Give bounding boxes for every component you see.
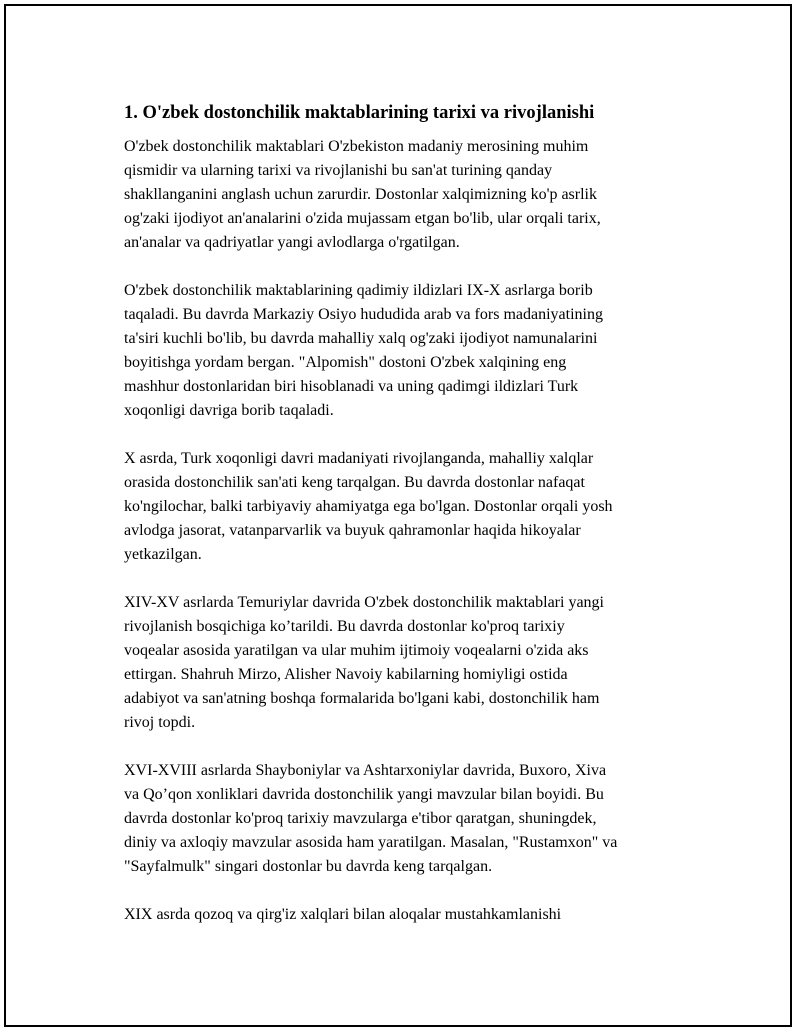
text-line: taqaladi. Bu davrda Markaziy Osiyo hududida arab va fors madaniyatining bbox=[124, 306, 603, 323]
text-line: davrda dostonlar ko'proq tarixiy mavzularga e'tibor qaratgan, shuningdek, bbox=[124, 810, 597, 827]
text-line: boyitishga yordam bergan. "Alpomish" dostoni O'zbek xalqining eng bbox=[124, 354, 567, 371]
paragraph-5 bbox=[124, 759, 684, 879]
paragraph-6 bbox=[124, 903, 684, 927]
text-line: mashhur dostonlaridan biri hisoblanadi va uning qadimgi ildizlari Turk bbox=[124, 378, 579, 395]
text-line: og'zaki ijodiyot an'analarini o'zida mujassam etgan bo'lib, ular orqali tarix, bbox=[124, 210, 601, 227]
text-line: ettirgan. Shahruh Mirzo, Alisher Navoiy kabilarning homiyligi ostida bbox=[124, 666, 568, 683]
paragraph-2 bbox=[124, 279, 684, 423]
text-line: qismidir va ularning tarixi va rivojlanishi bu san'at turining qanday bbox=[124, 162, 553, 179]
page-frame bbox=[4, 4, 792, 1027]
section-title: 1. O'zbek dostonchilik maktablarining tarixi va rivojlanishi bbox=[124, 103, 595, 123]
text-line: va Qo’qon xonliklari davrida dostonchilik yangi mavzular bilan boyidi. Bu bbox=[124, 786, 604, 803]
text-line: "Sayfalmulk" singari dostonlar bu davrda keng tarqalgan. bbox=[124, 858, 493, 875]
paragraph-1 bbox=[124, 135, 684, 255]
text-line: ko'ngilochar, balki tarbiyaviy ahamiyatga ega bo'lgan. Dostonlar orqali yosh bbox=[124, 498, 613, 515]
text-line: yetkazilgan. bbox=[124, 546, 202, 563]
text-line: diniy va axloqiy mavzular asosida ham yaratilgan. Masalan, "Rustamxon" va bbox=[124, 834, 618, 851]
text-line: rivojlanish bosqichiga ko’tarildi. Bu davrda dostonlar ko'proq tarixiy bbox=[124, 618, 565, 635]
text-line: adabiyot va san'atning boshqa formalarida bo'lgani kabi, dostonchilik ham bbox=[124, 690, 600, 707]
text-line: XIV-XV asrlarda Temuriylar davrida O'zbek dostonchilik maktablari yangi bbox=[124, 594, 604, 611]
text-line: avlodga jasorat, vatanparvarlik va buyuk qahramonlar haqida hikoyalar bbox=[124, 522, 581, 539]
text-line: O'zbek dostonchilik maktablari O'zbekiston madaniy merosining muhim bbox=[124, 138, 589, 155]
text-line: XIX asrda qozoq va qirg'iz xalqlari bilan aloqalar mustahkamlanishi bbox=[124, 906, 562, 923]
paragraph-3 bbox=[124, 447, 684, 567]
text-line: XVI-XVIII asrlarda Shayboniylar va Ashtarxoniylar davrida, Buxoro, Xiva bbox=[124, 762, 607, 779]
text-line: O'zbek dostonchilik maktablarining qadimiy ildizlari IX-X asrlarga borib bbox=[124, 282, 593, 299]
text-line: shakllanganini anglash uchun zarurdir. Dostonlar xalqimizning ko'p asrlik bbox=[124, 186, 597, 203]
text-line: orasida dostonchilik san'ati keng tarqalgan. Bu davrda dostonlar nafaqat bbox=[124, 474, 585, 491]
text-line: X asrda, Turk xoqonligi davri madaniyati rivojlanganda, mahalliy xalqlar bbox=[124, 450, 594, 467]
text-line: xoqonligi davriga borib taqaladi. bbox=[124, 402, 334, 419]
text-line: an'analar va qadriyatlar yangi avlodlarga o'rgatilgan. bbox=[124, 234, 460, 251]
document-body bbox=[124, 101, 684, 951]
text-line: ta'siri kuchli bo'lib, bu davrda mahalliy xalq og'zaki ijodiyot namunalarini bbox=[124, 330, 598, 347]
text-line: rivoj topdi. bbox=[124, 714, 196, 731]
paragraph-4 bbox=[124, 591, 684, 735]
text-line: voqealar asosida yaratilgan va ular muhim ijtimoiy voqealarni o'zida aks bbox=[124, 642, 589, 659]
